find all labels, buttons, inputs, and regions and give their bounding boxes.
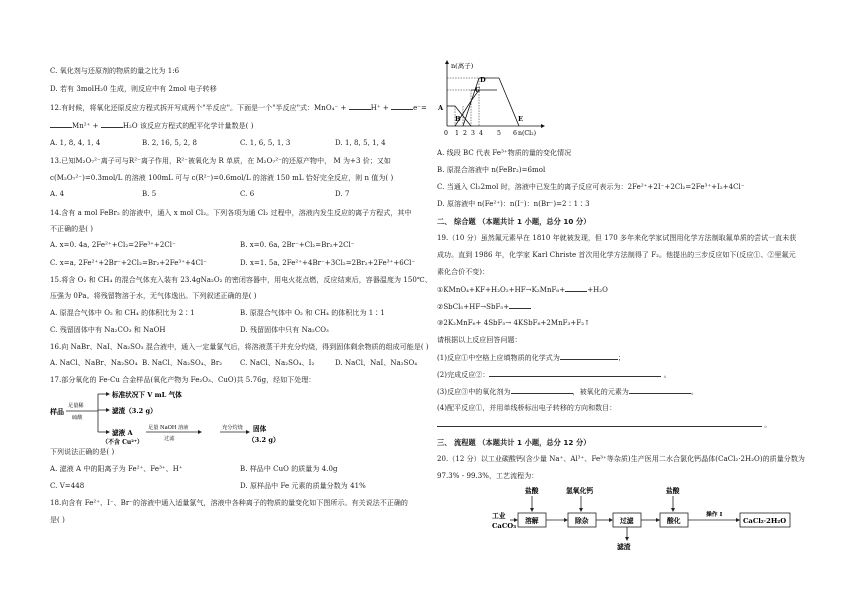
point-label-e: E: [518, 115, 524, 123]
x-tick: 0: [444, 130, 448, 137]
q18-stem-line2: 是( ): [50, 516, 65, 524]
flow-acid-2: 硫酸: [72, 415, 83, 421]
q19-part-1: (1)反应①中空格上应填物质的化学式为 ；: [437, 354, 625, 362]
q18-ion-graph: [437, 58, 547, 143]
flow-acidify: 酸化: [667, 517, 681, 525]
answer-blank[interactable]: [511, 387, 573, 394]
answer-blank[interactable]: [560, 353, 618, 360]
section-3-heading: 三、 流程题 （本题共计 1 小题，总分 12 分）: [437, 438, 591, 447]
q15-option-a: A. 原混合气体中 O₂ 和 CH₄ 的体积比为 2∶1: [50, 309, 195, 317]
flow-lime: 氢氧化钙: [566, 487, 594, 495]
q19-part-4: (4)配平反应①，并用单线桥标出电子转移的方向和数目：: [437, 404, 617, 412]
arrowhead-icon: [671, 508, 675, 512]
q12-stem-line2: Mn²⁺ + H₂O 该反应方程式的配平化学计量数是( ): [50, 121, 254, 131]
q20-stem-line2: 97.3% - 99.3%，工艺流程为：: [437, 472, 539, 480]
x-tick: 3: [471, 130, 475, 137]
flow-solid: 固体: [253, 425, 267, 433]
q12-option: B. 2, 16, 5, 2, 8: [142, 139, 197, 147]
arrowhead-icon: [106, 392, 110, 396]
x-tick: 2: [463, 130, 467, 137]
flow-acid-1: 足量稀: [68, 403, 84, 409]
q13-option: A. 4: [50, 190, 65, 198]
q18-option-d: D. 原溶液中 n(Fe²⁺)：n(I⁻)：n(Br⁻)=2∶1∶3: [437, 200, 590, 208]
q13-stem-line1: 13.已知M₂O₇²⁻离子可与R²⁻离子作用，R²⁻被氧化为 R 单质，在 M₂O₇²⁻的还原产物中， M 为+3 价；又如: [50, 157, 391, 165]
point-label-a: A: [438, 104, 444, 112]
y-axis-label: n(离子): [451, 62, 474, 70]
flow-solid-mass: （3.2 g）: [248, 436, 280, 444]
q16-option: D. NaCl、NaI、Na₂SO₄: [335, 359, 418, 367]
flow-residue: 滤渣（3.2 g）: [112, 407, 157, 415]
q17-option-a: A. 滤液 A 中的阳离子为 Fe²⁺、Fe³⁺、H⁺: [50, 465, 183, 473]
q15-stem-line2: 压强为 0Pa。将残留物溶于水，无气体逸出。下列叙述正确的是( ): [50, 292, 257, 300]
flow-filter: 过滤: [620, 517, 634, 525]
q17-question: 下列说法正确的是( ): [50, 448, 115, 456]
point-label-c: C: [475, 86, 481, 94]
q12-option: C. 1, 6, 5, 1, 3: [240, 139, 291, 147]
blank: [349, 103, 371, 110]
q14-stem-line2: 不正确的是( ): [50, 225, 94, 233]
q18-option-c: C. 当通入 Cl₂2mol 时，溶液中已发生的离子反应可表示为：2Fe²⁺+2I⁻+2Cl₂=2Fe³⁺+I₂+4Cl⁻: [437, 183, 745, 191]
q16-option: C. NaCl、Na₂SO₄、I₂: [240, 359, 315, 367]
q11-option-d: D. 若有 3molH₂0 生成，则反应中有 2mol 电子转移: [50, 85, 217, 93]
arrowhead-icon: [106, 408, 110, 412]
q18-option-a: A. 线段 BC 代表 Fe³⁺物质的量的变化情况: [437, 149, 572, 157]
q19-reaction-2: ②SbCl₅+HF→SbF₅+: [437, 302, 531, 312]
q14-option-d: D. x=1. 5a, 2Fe²⁺+4Br⁻+3Cl₂=2Br₂+2Fe³⁺+6Cl⁻: [240, 259, 416, 267]
blank: [565, 285, 587, 292]
q15-stem-line1: 15.将含 O₂ 和 CH₄ 的混合气体充入装有 23.4gNa₂O₂ 的密闭容器中，用电火花点燃，反应结束后，容器温度为 150℃、: [50, 276, 432, 284]
q19-part-3: (3)反应③中的氧化剂为 ，被氧化的元素为 。: [437, 388, 698, 396]
q15-option-b: B. 原混合气体中 O₂ 和 CH₄ 的体积比为 1∶1: [240, 309, 385, 317]
q13-option: C. 6: [240, 190, 255, 198]
q20-stem-line1: 20.（12 分）以工业碳酸钙(含少量 Na⁺、Al³⁺、Fe³⁺等杂质)生产医用二水合氯化钙晶体(CaCl₂·2H₂O)的质量分数为: [437, 455, 805, 463]
line-e-fall: [499, 78, 519, 126]
arrowhead-icon: [609, 518, 613, 522]
q16-option: A. NaCl、NaBr、Na₂SO₄: [50, 359, 138, 367]
blank: [101, 121, 123, 128]
q13-option: B. 5: [142, 190, 157, 198]
blank: [509, 302, 531, 309]
flow-residue: 滤渣: [617, 543, 631, 551]
flow-no-cu: （不含 Cu²⁺）: [102, 439, 144, 446]
q19-reaction-1: ①KMnO₄+KF+H₂O₂+HF→K₂MnF₆+ +H₂O: [437, 286, 608, 294]
arrowhead-icon: [736, 518, 740, 522]
q16-stem: 16.向 NaBr、NaI、Na₂SO₃ 混合液中，通入一定量氯气后，将溶液蒸干并充分灼烧，得到固体剩余物质的组成可能是( ): [50, 343, 429, 351]
flow-naoh: 足量 NaOH 溶液: [148, 425, 189, 431]
x-tick: 4: [479, 130, 483, 137]
x-tick: 1: [455, 130, 459, 137]
answer-blank[interactable]: [437, 420, 762, 427]
x-tick: 6: [513, 130, 517, 137]
flow-material-2: CaCO₃: [492, 522, 517, 530]
q17-stem: 17.部分氧化的 Fe-Cu 合金样品(氧化产物为 Fe₂O₃、CuO)共 5.76g，经如下处理：: [50, 376, 316, 384]
x-tick: 5: [497, 130, 501, 137]
flow-acid-2: 盐酸: [666, 487, 680, 495]
flow-acid-1: 盐酸: [525, 487, 539, 495]
q19-stem-line1: 19.（10 分）虽然氟元素早在 1810 年就被发现，但 170 多年来化学家试图用化学方法制取氟单质的尝试一直未获: [437, 234, 797, 242]
blank: [50, 121, 72, 128]
q14-option-a: A. x=0. 4a, 2Fe²⁺+Cl₂=2Fe³⁺+2Cl⁻: [50, 241, 176, 249]
q17-option-d: D. 原样品中 Fe 元素的质量分数为 41%: [240, 482, 366, 490]
q14-option-b: B. x=0. 6a, 2Br⁻+Cl₂=Br₂+2Cl⁻: [240, 241, 355, 249]
q12-stem-line1: 12.有时候，将氧化还原反应方程式拆开写成两个"半反应"。下面是一个"半反应"式：MnO₄⁻ + H⁺ + e⁻=: [50, 104, 427, 112]
q13-stem-line2: c(M₂O₇²⁻)=0.3mol/L 的溶液 100mL 可与 c(R²⁻)=0.6mol/L 的溶液 150 mL 恰好完全反应，则 n 值为( ): [50, 174, 394, 182]
flow-sample: 样品: [50, 407, 64, 416]
q17-option-b: B. 样品中 CuO 的质量为 4.0g: [240, 465, 338, 473]
q19-part-2: (2)完成反应②： 。: [437, 371, 671, 379]
q15-option-c: C. 残留固体中有 Na₂CO₃ 和 NaOH: [50, 326, 166, 334]
q19-stem-line3: 素化合价不变)：: [437, 268, 490, 276]
q19-stem-line2: 成功。直到 1986 年，化学家 Karl Christe 首次用化学方法制得了 F₂。他提出的三步反应如下(反应①、②里氟元: [437, 251, 796, 259]
q18-stem-line1: 18.向含有 Fe²⁺、I⁻、Br⁻的溶液中通入适量氯气，溶液中各种离子的物质的量变化如下图所示。有关说法不正确的: [50, 499, 408, 507]
q14-stem-line1: 14.含有 a mol FeBr₂ 的溶液中，通入 x mol Cl₂。下列各项为通 Cl₂ 过程中，溶液内发生反应的离子方程式，其中: [50, 209, 412, 217]
arrowhead-icon: [579, 508, 583, 512]
arrowhead-icon: [530, 508, 534, 512]
q19-part-4-line: 。: [437, 420, 771, 430]
flow-filtrate: 滤液 A: [112, 429, 133, 437]
q11-option-c: C. 氧化剂与还原剂的物质的量之比为 1:6: [50, 67, 180, 75]
arrowhead-icon: [198, 430, 202, 434]
q13-option: D. 7: [335, 190, 350, 198]
flow-dissolve: 溶解: [525, 517, 539, 525]
q20-process-flow: [492, 486, 792, 561]
point-label-d: D: [480, 76, 486, 84]
q19-reaction-3: ③2K₂MnF₆+ 4SbF₅→ 4KSbF₆+2MnF₃+F₂↑: [437, 319, 591, 327]
x-tick-labels: [444, 130, 517, 137]
q14-option-c: C. x=a, 2Fe²⁺+2Br⁻+2Cl₂=Br₂+2Fe³⁺+4Cl⁻: [50, 259, 207, 267]
flow-step: 操作 I: [706, 512, 723, 518]
flow-material-1: 工业: [492, 512, 506, 520]
x-axis-label: n(Cl₂): [518, 130, 537, 137]
arrowhead-icon: [106, 430, 110, 434]
q19-instruction: 请根据以上反应回答问题：: [437, 336, 522, 344]
q17-flow-diagram: [50, 388, 290, 446]
flow-filter: 过滤: [164, 436, 175, 442]
arrowhead-icon: [246, 430, 250, 434]
blank: [391, 103, 413, 110]
arrowhead-icon: [625, 537, 629, 541]
q18-option-b: B. 原混合溶液中 n(FeBr₂)=6mol: [437, 166, 546, 174]
q15-option-d: D. 残留固体中只有 Na₂CO₃: [240, 326, 329, 334]
q12-option: D. 1, 8, 5, 1, 4: [335, 139, 386, 147]
arrowhead-icon: [541, 124, 545, 128]
answer-blank[interactable]: [489, 370, 661, 377]
q16-option: B. NaCl、Na₂SO₄、Br₂: [142, 359, 223, 367]
answer-blank[interactable]: [629, 387, 691, 394]
flow-burn: 充分灼烧: [222, 425, 243, 431]
arrowhead-icon: [656, 518, 660, 522]
flow-product: CaCl₂·2H₂O: [743, 517, 787, 525]
q12-option: A. 1, 8, 4, 1, 4: [50, 139, 101, 147]
q17-option-c: C. V=448: [50, 482, 85, 490]
point-labels: [437, 76, 523, 123]
point-label-b: B: [455, 115, 461, 123]
section-2-heading: 二、 综合题 （本题共计 1 小题，总分 10 分）: [437, 217, 591, 226]
flow-gas: 标准状况下 V mL 气体: [112, 391, 182, 399]
arrowhead-icon: [564, 518, 568, 522]
arrowhead-icon: [445, 60, 449, 64]
flow-impurity: 除杂: [575, 517, 589, 525]
